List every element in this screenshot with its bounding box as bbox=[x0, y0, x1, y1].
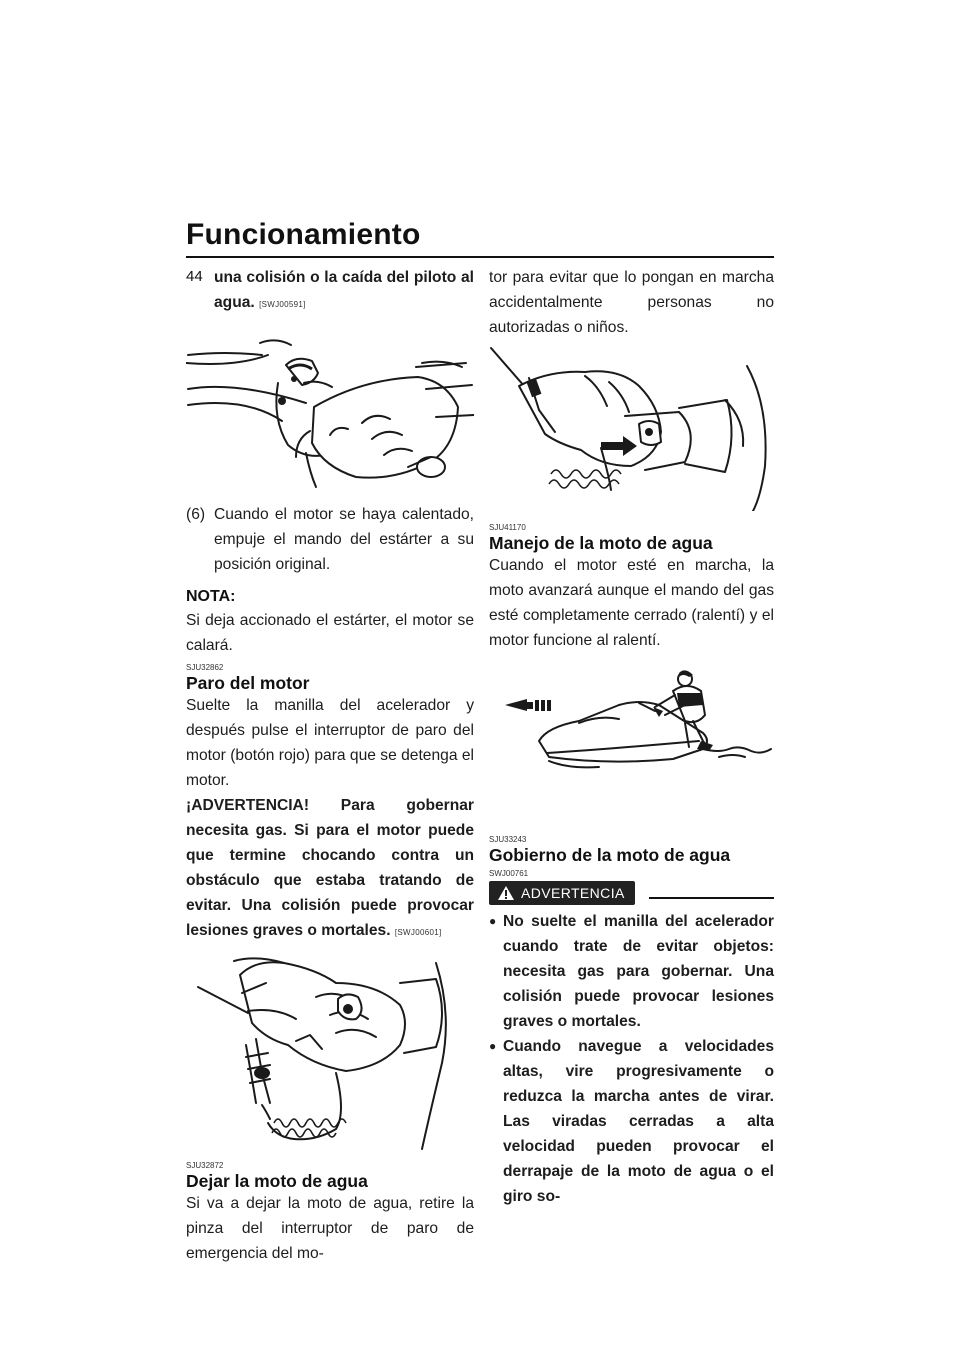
section-code-paro: SJU32862 bbox=[186, 663, 224, 672]
heading-dejar-la-moto: Dejar la moto de agua bbox=[186, 1171, 368, 1191]
title-rule bbox=[186, 256, 774, 258]
nota-text: Si deja accionado el estárter, el motor se calará. bbox=[186, 612, 474, 654]
watercraft-moving-illustration bbox=[489, 665, 774, 815]
bullet-dot: ● bbox=[489, 914, 497, 928]
paro-body: Suelte la manilla del acelerador y después pulse el interruptor de paro del motor (botón rojo) para que se detenga el motor. bbox=[186, 697, 474, 789]
bullet-text: No suelte el manilla del acelerador cuando trate de evitar objetos: necesita gas para gobernar. Una colisión puede provocar lesiones graves o mortales. bbox=[503, 913, 774, 1030]
choke-knob-hand-illustration bbox=[186, 327, 474, 492]
direction-arrow-icon bbox=[505, 699, 551, 711]
right-column bbox=[489, 268, 774, 1209]
left-column bbox=[186, 268, 474, 1266]
section-code-gobierno: SJU33243 bbox=[489, 835, 527, 844]
warning-bullet bbox=[489, 909, 774, 1034]
intro-warning-continuation: una colisión o la caída del piloto al agua. [SWJ00591] bbox=[214, 269, 474, 311]
warning-code: [SWJ00591] bbox=[259, 300, 306, 309]
heading-paro-del-motor: Paro del motor bbox=[186, 673, 310, 693]
dejar-body-continuation: tor para evitar que lo pongan en marcha accidentalmente personas no autorizadas o niños. bbox=[489, 269, 774, 336]
warning-section-code: SWJ00761 bbox=[489, 869, 529, 878]
step-6 bbox=[186, 502, 474, 577]
page-number: 44 bbox=[186, 268, 203, 285]
heading-manejo-moto: Manejo de la moto de agua bbox=[489, 533, 713, 553]
engine-stop-switch-illustration bbox=[186, 953, 474, 1153]
step-number: (6) bbox=[186, 506, 206, 523]
heading-gobierno-moto: Gobierno de la moto de agua bbox=[489, 845, 731, 865]
warning-header bbox=[489, 881, 774, 905]
bullet-dot: ● bbox=[489, 1039, 497, 1053]
advertencia-badge bbox=[489, 881, 635, 905]
warning-bullet bbox=[489, 1034, 774, 1209]
advertencia-label: ADVERTENCIA bbox=[521, 884, 625, 901]
nota-label: NOTA: bbox=[186, 588, 236, 605]
page-title: Funcionamiento bbox=[186, 218, 421, 251]
manejo-body: Cuando el motor esté en marcha, la moto avanzará aunque el mando del gas esté completamente cerrado (ralentí) y el motor funcione al ralentí. bbox=[489, 557, 774, 649]
dejar-body: Si va a dejar la moto de agua, retire la pinza del interruptor de paro de emergencia del mo- bbox=[186, 1195, 474, 1262]
step-text: Cuando el motor se haya calentado, empuje el mando del estárter a su posición original. bbox=[214, 506, 474, 573]
section-code-manejo: SJU41170 bbox=[489, 523, 526, 532]
bullet-text: Cuando navegue a velocidades altas, vire progresivamente o reduzca la marcha antes de virar. Las viradas cerradas a alta velocidad pueden provocar el derrapaje de la moto de agua o el giro so- bbox=[503, 1038, 774, 1205]
remove-lanyard-clip-illustration bbox=[489, 346, 774, 511]
section-code-dejar: SJU32872 bbox=[186, 1161, 224, 1170]
warning-rule bbox=[649, 897, 774, 899]
warning-code: [SWJ00601] bbox=[394, 928, 442, 937]
paro-warning: ¡ADVERTENCIA! Para gobernar necesita gas. Si para el motor puede que termine chocando contra un obstáculo que estaba tratando de evitar. Una colisión puede provocar lesiones graves o mortales. [SWJ00601] bbox=[186, 797, 474, 939]
warning-triangle-icon bbox=[497, 885, 515, 901]
